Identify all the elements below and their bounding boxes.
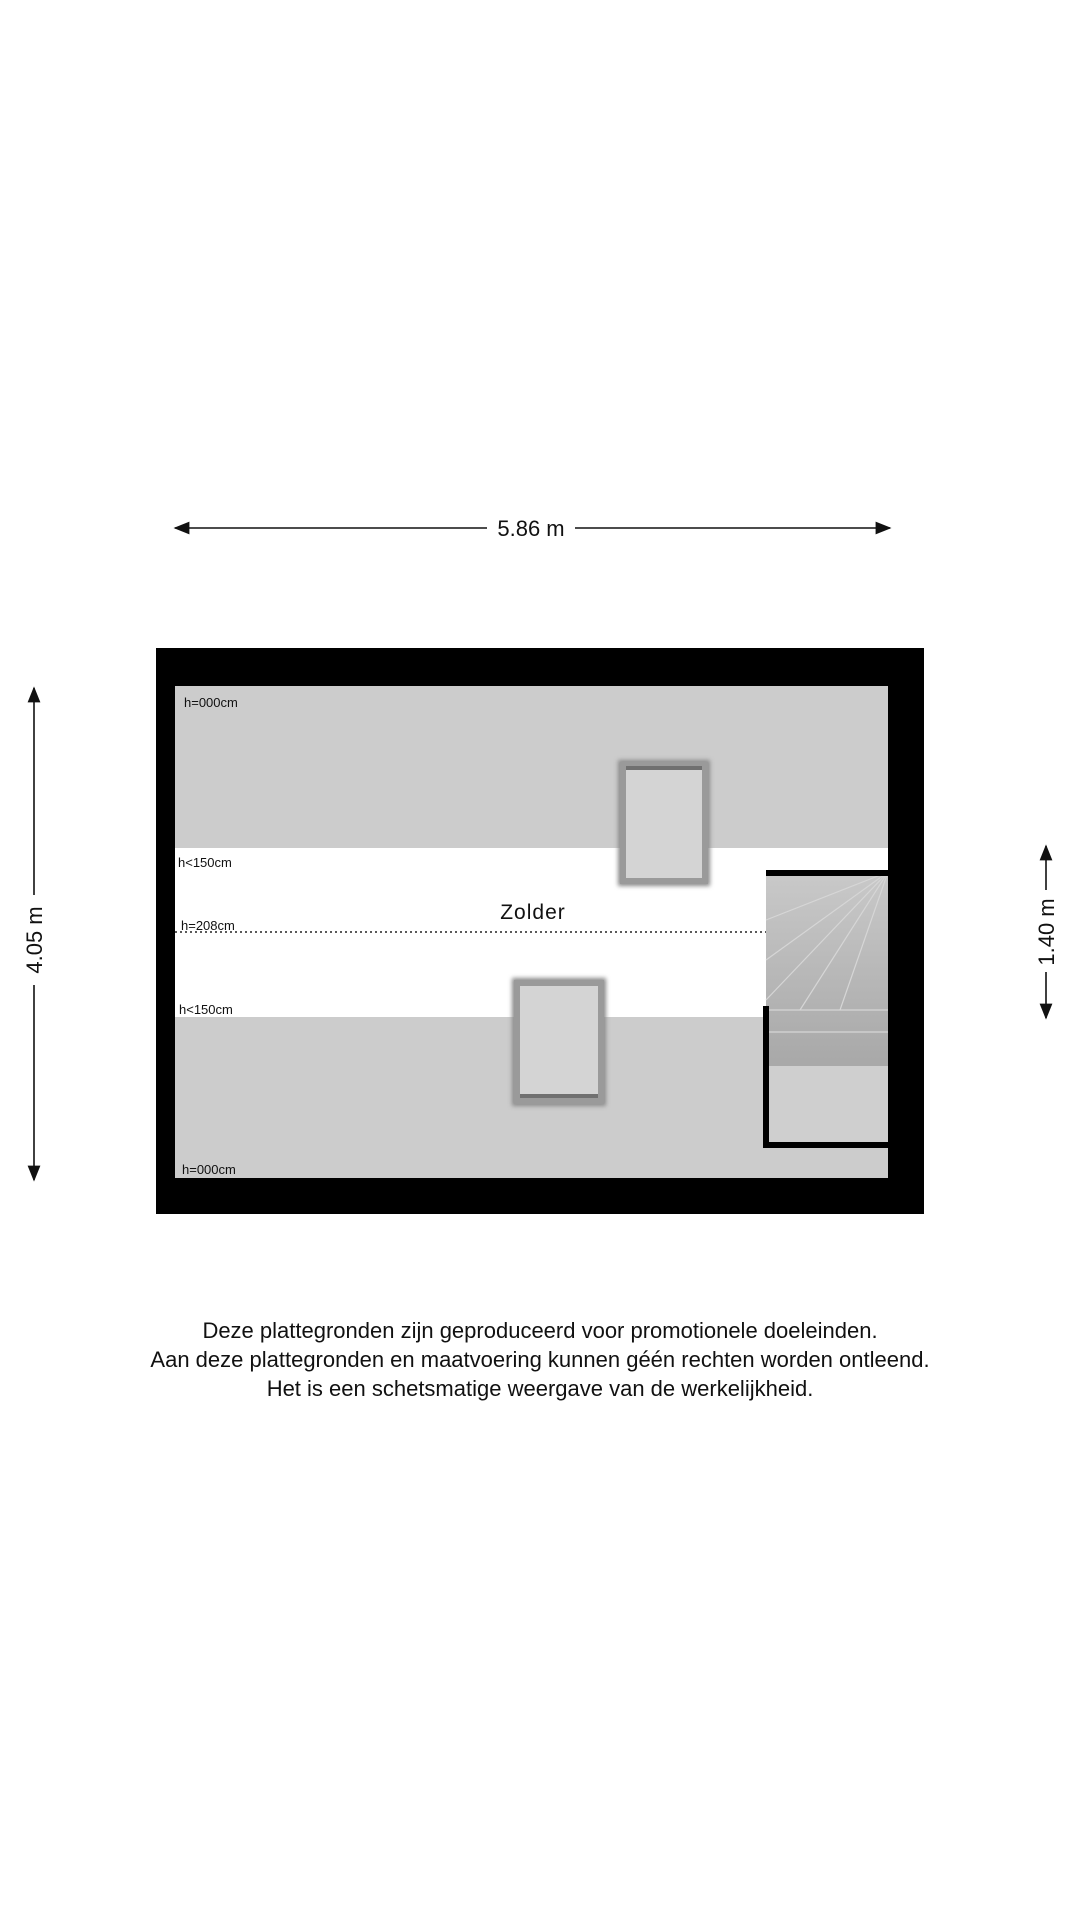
disclaimer-line-3: Het is een schetsmatige weergave van de werkelijkheid. bbox=[266, 1376, 814, 1401]
right-dimension bbox=[1034, 846, 1059, 1018]
depth-dimension bbox=[22, 688, 47, 1180]
height-label-lower-slope: h<150cm bbox=[179, 1002, 233, 1017]
skylight-upper bbox=[618, 760, 710, 886]
skylight-lower bbox=[512, 978, 606, 1106]
right-dimension-label: 1.40 m bbox=[1034, 898, 1059, 966]
height-label-ridge: h=208cm bbox=[181, 918, 235, 933]
staircase bbox=[763, 870, 890, 1148]
height-label-upper-slope: h<150cm bbox=[178, 855, 232, 870]
height-label-top-edge: h=000cm bbox=[184, 695, 238, 710]
height-label-bottom-edge: h=000cm bbox=[182, 1162, 236, 1177]
disclaimer-line-1: Deze plattegronden zijn geproduceerd voor promotionele doeleinden. bbox=[202, 1318, 878, 1343]
upper-low-ceiling-zone bbox=[175, 686, 888, 848]
width-dimension-label: 5.86 m bbox=[497, 516, 565, 541]
disclaimer bbox=[0, 1316, 1080, 1403]
room-label: Zolder bbox=[500, 901, 566, 924]
depth-dimension-label: 4.05 m bbox=[22, 906, 47, 974]
width-dimension bbox=[175, 516, 890, 541]
disclaimer-line-2: Aan deze plattegronden en maatvoering kunnen géén rechten worden ontleend. bbox=[150, 1347, 930, 1372]
